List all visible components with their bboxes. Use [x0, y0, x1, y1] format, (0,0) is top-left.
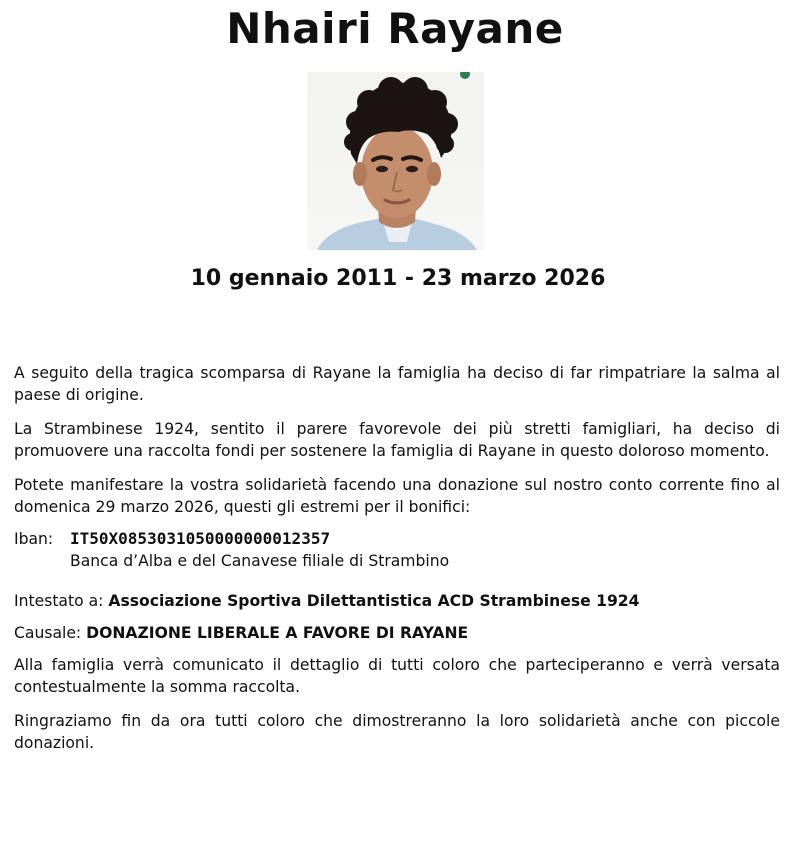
announcement-body	[14, 362, 780, 754]
holder-row	[14, 590, 780, 612]
paragraph-repatriation: A seguito della tragica scomparsa di Rayane la famiglia ha deciso di far rimpatriare la salma al paese di origine.	[14, 364, 780, 404]
iban-label: Iban:	[14, 530, 54, 548]
bank-name: Banca d’Alba e del Canavese filiale di Strambino	[70, 552, 450, 570]
paragraph-thanks: Ringraziamo fin da ora tutti coloro che dimostreranno la loro solidarietà anche con piccole donazioni.	[14, 712, 780, 752]
paragraph-family-notice: Alla famiglia verrà comunicato il dettaglio di tutti coloro che parteciperanno e verrà versata contestualmente la somma raccolta.	[14, 656, 780, 696]
paragraph-donation-info: Potete manifestare la vostra solidarietà facendo una donazione sul nostro conto corrente fino al domenica 29 marzo 2026, questi gli estremi per il bonifici:	[14, 476, 780, 516]
iban-code: IT50X0853031050000000012357	[70, 529, 331, 548]
holder-label: Intestato a:	[14, 592, 104, 610]
portrait-photo	[307, 72, 484, 250]
paragraph-fundraising: La Strambinese 1924, sentito il parere favorevole dei più stretti famigliari, ha deciso di promuovere una raccolta fondi per sostenere la famiglia di Rayane in questo doloroso momento.	[14, 420, 780, 460]
causale-row	[14, 622, 780, 644]
iban-block	[14, 528, 780, 572]
causale-label: Causale:	[14, 624, 82, 642]
page-title: Nhairi Rayane	[226, 4, 564, 53]
life-dates: 10 gennaio 2011 - 23 marzo 2026	[190, 266, 606, 291]
holder-value: Associazione Sportiva Dilettantistica ACD Strambinese 1924	[108, 592, 640, 610]
causale-value: DONAZIONE LIBERALE A FAVORE DI RAYANE	[86, 624, 469, 642]
